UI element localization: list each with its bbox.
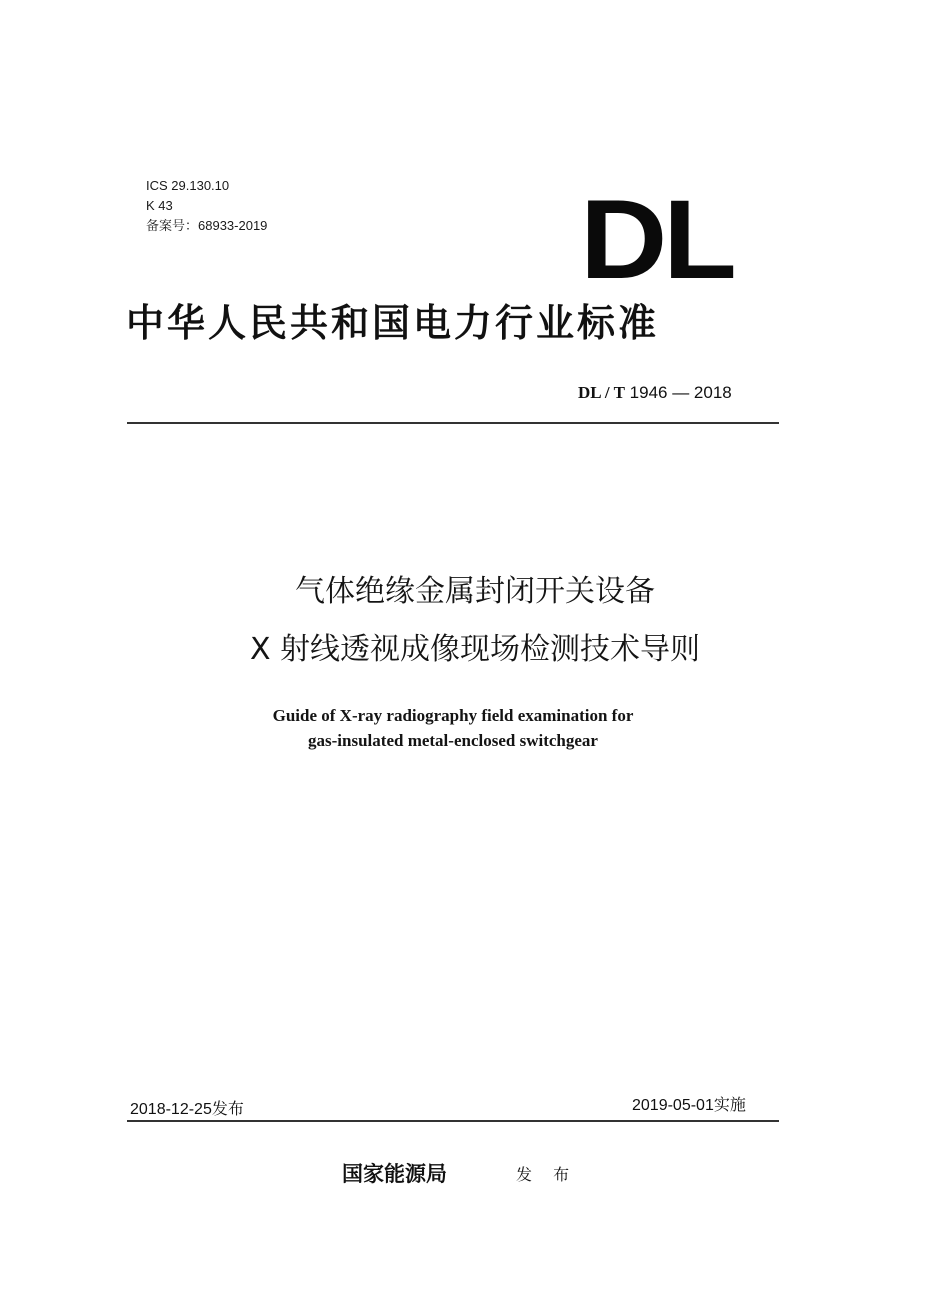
chinese-title-line-2: X 射线透视成像现场检测技术导则 [249, 632, 701, 667]
standard-number [578, 382, 732, 404]
bottom-divider [127, 1120, 779, 1122]
publish-label: 发 布 [516, 1165, 578, 1184]
implementation-date: 2019-05-01实施 [632, 1097, 746, 1114]
standard-number-prefix: DL / T [578, 383, 625, 402]
ics-code: ICS 29.130.10 [146, 178, 230, 193]
english-title-line-1: Guide of X-ray radiography field examination for [272, 706, 634, 725]
standard-number-value: 1946 — 2018 [629, 383, 732, 402]
issue-date: 2018-12-25发布 [130, 1101, 244, 1118]
publisher-name: 国家能源局 [342, 1161, 447, 1186]
chinese-title-line-1: 气体绝缘金属封闭开关设备 [295, 574, 655, 609]
dl-logo: DL [580, 177, 733, 302]
ccs-code: K 43 [146, 198, 173, 213]
record-number: 备案号：68933-2019 [146, 218, 268, 233]
standard-type-title: 中华人民共和国电力行业标准 [126, 300, 660, 345]
english-title-line-2: gas-insulated metal-enclosed switchgear [308, 731, 598, 750]
top-divider [127, 422, 779, 424]
